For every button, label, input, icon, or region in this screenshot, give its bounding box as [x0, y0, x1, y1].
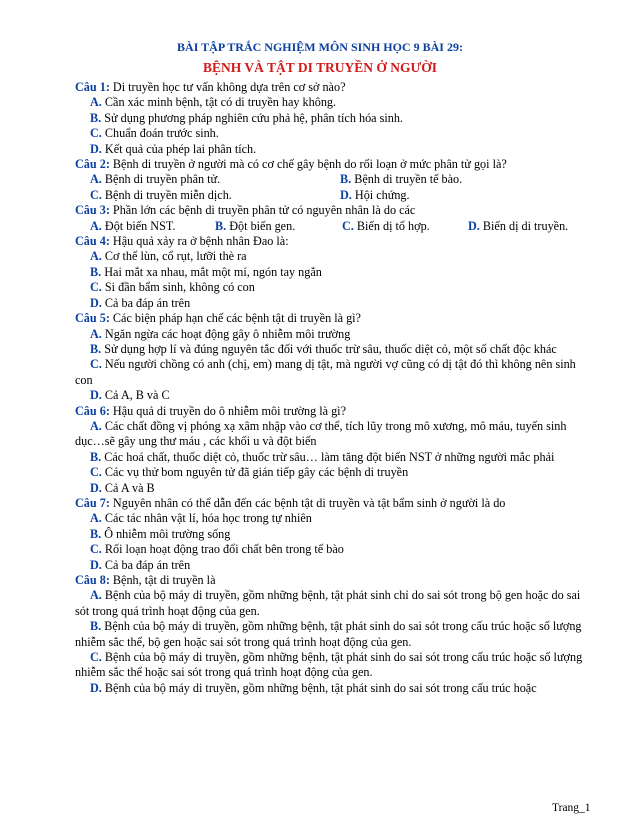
option [90, 172, 340, 187]
option-letter: D. [468, 218, 480, 233]
option [75, 511, 595, 526]
option-text: Sử dụng hợp lí và đúng nguyên tắc đối với thuốc trừ sâu, thuốc diệt cỏ, một số chất độc khác [104, 341, 557, 356]
option-letter: D. [90, 295, 102, 310]
option-letter: C. [90, 650, 102, 665]
option-text: Đột biến NST. [104, 218, 176, 233]
option [215, 219, 342, 234]
option [75, 111, 595, 126]
question-label: Câu 2: [75, 157, 110, 172]
option-letter: B. [340, 172, 352, 187]
option-text: Chuẩn đoán trước sinh. [104, 126, 219, 141]
option-text: Kết quả của phép lai phân tích. [104, 141, 257, 156]
question-text: Nguyên nhân có thể dẫn đến các bệnh tật di truyền và tật bẩm sinh ở người là do [112, 495, 506, 510]
question-label: Câu 6: [75, 403, 110, 418]
option [75, 95, 595, 110]
option-letter: A. [90, 172, 102, 187]
option-letter: D. [90, 388, 102, 403]
option-letter: D. [90, 557, 102, 572]
option-letter: D. [90, 141, 102, 156]
option [75, 542, 595, 557]
option [75, 126, 595, 141]
option-text: Bệnh của bộ máy di truyền, gồm những bệnh, tật phát sinh chỉ do sai sót trong bộ gen hoặc do sai sót trong quá trình hoạt động của gen. [75, 588, 581, 618]
option-text: Các vụ thử bom nguyên tử đã gián tiếp gây các bệnh di truyền [104, 465, 409, 480]
option [75, 527, 595, 542]
question-text: Các biện pháp hạn chế các bệnh tật di truyền là gì? [112, 311, 361, 326]
question-label: Câu 7: [75, 495, 110, 510]
option-letter: B. [90, 264, 102, 279]
option-letter: B. [90, 619, 102, 634]
option-text: Ô nhiễm môi trường sống [104, 526, 231, 541]
question-list [75, 80, 595, 696]
option-text: Các tác nhân vật lí, hóa học trong tự nhiên [104, 511, 312, 526]
page-number: Trang_1 [552, 802, 591, 814]
option [75, 481, 595, 496]
option-letter: A. [90, 326, 102, 341]
option-text: Cần xác minh bệnh, tật có di truyền hay không. [104, 95, 337, 110]
option [90, 219, 215, 234]
option [75, 465, 595, 480]
option [75, 588, 595, 619]
option [340, 188, 590, 203]
option-text: Nếu người chồng có anh (chị, em) mang dị tật, mà người vợ cũng có dị tật đó thì không nên sinh con [75, 357, 576, 387]
option [75, 342, 595, 357]
question-text: Bệnh, tật di truyền là [112, 573, 216, 587]
option-letter: C. [90, 126, 102, 141]
option-text: Bệnh của bộ máy di truyền, gồm những bệnh, tật phát sinh do sai sót trong cấu trúc hoặc [104, 680, 537, 695]
option-text: Biến dị di truyền. [482, 218, 569, 233]
option-letter: A. [90, 418, 102, 433]
question-text: Bệnh di truyền ở người mà có cơ chế gây bệnh do rối loạn ở mức phân tử gọi là? [112, 157, 507, 172]
option-text: Biến dị tổ hợp. [356, 218, 430, 233]
option [75, 558, 595, 573]
question-label: Câu 8: [75, 573, 110, 587]
option-text: Cả ba đáp án trên [104, 557, 191, 572]
option-letter: A. [90, 511, 102, 526]
option-letter: C. [342, 218, 354, 233]
option-text: Cả ba đáp án trên [104, 295, 191, 310]
option-text: Rối loạn hoạt động trao đổi chất bên trong tế bào [104, 542, 344, 557]
question-6 [75, 404, 595, 419]
option [75, 388, 595, 403]
option-row [75, 219, 595, 234]
option [75, 280, 595, 295]
option-letter: C. [90, 187, 102, 202]
option-text: Cả A và B [104, 480, 155, 495]
question-text: Phần lớn các bệnh di truyền phân tử có nguyên nhân là do các [112, 203, 416, 218]
document-title: BÀI TẬP TRẮC NGHIỆM MÔN SINH HỌC 9 BÀI 29: [177, 40, 463, 54]
option-letter: D. [340, 187, 352, 202]
option-text: Sử dụng phương pháp nghiên cứu phả hệ, phân tích hóa sinh. [104, 110, 403, 125]
question-1 [75, 80, 595, 95]
option-letter: B. [215, 218, 227, 233]
option-text: Si đần bẩm sinh, không có con [104, 280, 255, 295]
option-row [75, 188, 595, 203]
option [75, 619, 595, 650]
question-label: Câu 4: [75, 234, 110, 249]
question-label: Câu 5: [75, 311, 110, 326]
option-text: Ngăn ngừa các hoạt động gây ô nhiễm môi trường [104, 326, 351, 341]
option [75, 450, 595, 465]
question-5 [75, 311, 595, 326]
question-4 [75, 234, 595, 249]
option-letter: C. [90, 280, 102, 295]
question-3 [75, 203, 595, 218]
question-8 [75, 573, 595, 588]
option-letter: A. [90, 588, 102, 603]
option-text: Bệnh của bộ máy di truyền, gồm những bệnh, tật phát sinh do sai sót trong cấu trúc hoặc số lượng nhiễm sắc thể hoặc sai sót trong quá trình hoạt động của gen. [75, 650, 583, 680]
question-label: Câu 3: [75, 203, 110, 218]
option [75, 296, 595, 311]
option-text: Bệnh di truyền phân tử. [104, 172, 221, 187]
option-text: Các chất đồng vị phóng xạ xâm nhập vào cơ thể, tích lũy trong mô xương, mô máu, tuyến sinh dục…sẽ gây ung thư máu , các khối u và đột biến [75, 418, 567, 449]
document-subtitle: BỆNH VÀ TẬT DI TRUYỀN Ở NGƯỜI [202, 60, 438, 75]
option-letter: D. [90, 680, 102, 695]
question-text: Hậu quả xảy ra ở bệnh nhân Đao là: [112, 234, 289, 249]
option-letter: C. [90, 465, 102, 480]
option-text: Các hoá chất, thuốc diệt cỏ, thuốc trừ sâu… làm tăng đột biến NST ở những người mắc phải [104, 449, 555, 464]
option-text: Bệnh di truyền tế bào. [354, 172, 463, 187]
option-text: Bệnh của bộ máy di truyền, gồm những bệnh, tật phát sinh do sai sót trong cấu trúc hoặc số lượng nhiễm sắc thể, bộ gen hoặc sai sót trong quá trình hoạt động của gen. [75, 619, 582, 649]
option-letter: A. [90, 249, 102, 264]
option [75, 249, 595, 264]
option-text: Bệnh di truyền miễn dịch. [104, 187, 232, 202]
option [75, 650, 595, 681]
option [75, 681, 595, 696]
option [340, 172, 590, 187]
option-text: Hội chứng. [354, 187, 410, 202]
option-letter: C. [90, 357, 102, 372]
option-letter: A. [90, 218, 102, 233]
option-row [75, 172, 595, 187]
option [468, 219, 568, 234]
option-letter: D. [90, 480, 102, 495]
option [75, 265, 595, 280]
option-text: Cơ thể lùn, cổ rụt, lưỡi thè ra [104, 249, 247, 264]
option-letter: C. [90, 542, 102, 557]
option [342, 219, 468, 234]
option [75, 327, 595, 342]
option [75, 419, 595, 450]
question-2 [75, 157, 595, 172]
option-text: Cả A, B và C [104, 388, 170, 403]
option-letter: A. [90, 95, 102, 110]
option-letter: B. [90, 341, 102, 356]
option [75, 357, 595, 388]
option-text: Hai mắt xa nhau, mắt một mí, ngón tay ngắn [104, 264, 322, 279]
question-7 [75, 496, 595, 511]
option-letter: B. [90, 449, 102, 464]
option-letter: B. [90, 526, 102, 541]
option [75, 142, 595, 157]
option-letter: B. [90, 110, 102, 125]
question-text: Hậu quả di truyền do ô nhiễm môi trường là gì? [112, 403, 346, 418]
option-text: Đột biến gen. [229, 218, 296, 233]
option [90, 188, 340, 203]
question-label: Câu 1: [75, 80, 110, 94]
question-text: Di truyền học tư vấn không dựa trên cơ sở nào? [112, 80, 346, 94]
